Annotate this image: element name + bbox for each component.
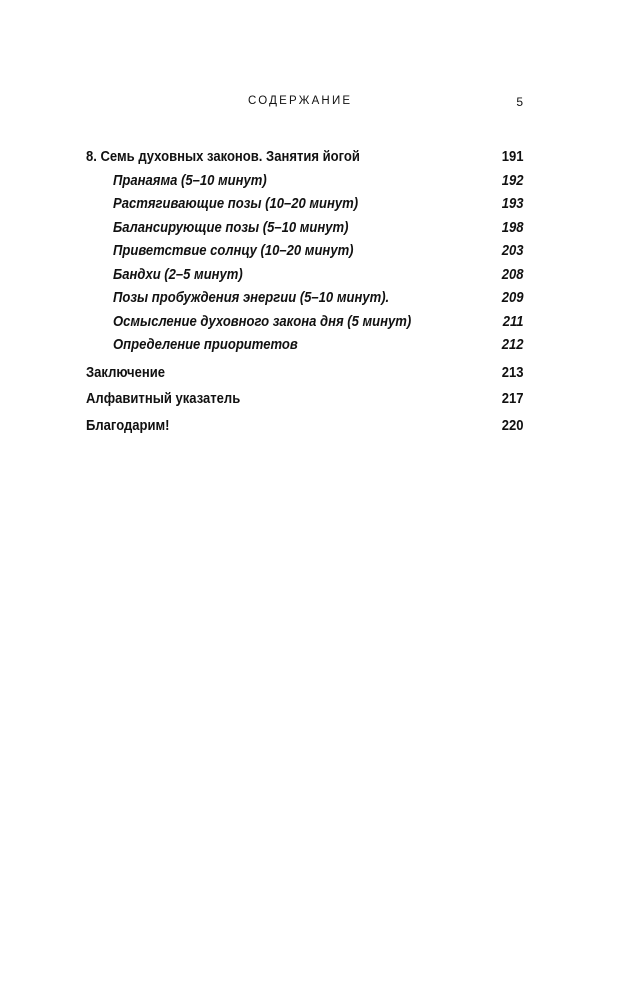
toc-entry-page: 213 (501, 364, 524, 381)
toc-entry-title: Осмысление духовного закона дня (5 минут) (113, 313, 412, 330)
running-title: СОДЕРЖАНИЕ (248, 95, 353, 107)
toc-back-matter-entry[interactable] (86, 360, 524, 387)
toc-entry-page: 212 (501, 337, 524, 353)
toc-back-matter-entry[interactable] (86, 386, 524, 413)
toc-entry-page: 209 (501, 290, 524, 306)
toc-entry-title: Алфавитный указатель (86, 391, 241, 407)
toc-section-entry[interactable] (86, 217, 524, 241)
table-of-contents (86, 146, 524, 439)
toc-entry-page: 203 (501, 243, 524, 259)
toc-entry-title: Приветствие солнцу (10–20 минут) (113, 243, 354, 259)
toc-entry-page: 217 (501, 391, 524, 407)
toc-entry-title: 8. Семь духовных законов. Занятия йогой (86, 149, 360, 165)
toc-section-entry[interactable] (86, 311, 524, 335)
toc-entry-title: Растягивающие позы (10–20 минут) (113, 196, 359, 212)
toc-entry-page: 220 (501, 417, 524, 434)
toc-entry-page: 192 (501, 172, 524, 189)
toc-entry-title: Балансирующие позы (5–10 минут) (113, 219, 349, 236)
toc-entry-page: 198 (501, 219, 524, 236)
toc-entry-page: 193 (501, 196, 524, 212)
toc-entry-page: 208 (501, 266, 524, 283)
toc-entry-page: 191 (501, 149, 524, 165)
page-number: 5 (516, 95, 523, 109)
toc-section-entry[interactable] (86, 264, 524, 288)
toc-chapter-entry[interactable] (86, 146, 524, 170)
toc-entry-title: Благодарим! (86, 417, 170, 434)
toc-entry-page: 211 (502, 313, 524, 330)
toc-section-entry[interactable] (86, 170, 524, 194)
toc-entry-title: Заключение (86, 364, 166, 381)
toc-entry-title: Позы пробуждения энергии (5–10 минут). (113, 290, 390, 306)
toc-section-entry[interactable] (86, 287, 524, 311)
toc-section-entry[interactable] (86, 193, 524, 217)
toc-entry-title: Определение приоритетов (113, 337, 298, 353)
toc-back-matter-entry[interactable] (86, 413, 524, 440)
toc-section-entry[interactable] (86, 334, 524, 358)
running-head (0, 95, 619, 113)
toc-entry-title: Бандхи (2–5 минут) (113, 266, 243, 283)
toc-section-entry[interactable] (86, 240, 524, 264)
toc-entry-title: Пранаяма (5–10 минут) (113, 172, 267, 189)
